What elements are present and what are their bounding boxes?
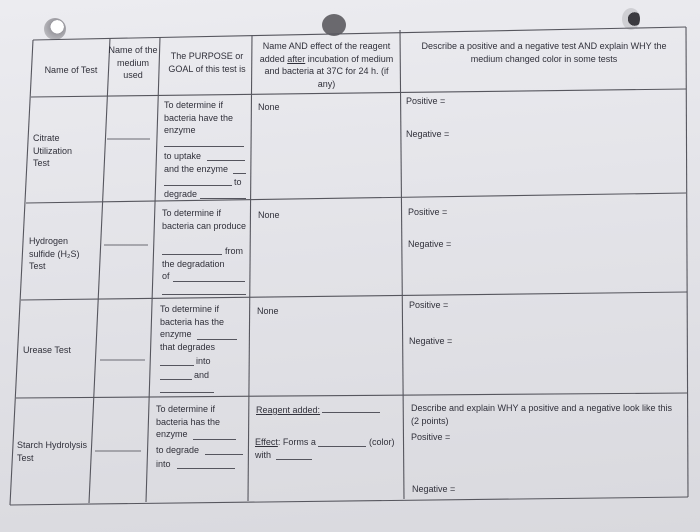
header-reagent-suffix: incubation of medium and bacteria at 37C for 24 h. (if any) (264, 53, 394, 89)
urease-purpose-2: that degrades (160, 342, 216, 352)
citrate-purpose-4: to (234, 177, 242, 187)
h2s-purpose-3: the degradation (162, 259, 225, 269)
starch-color-blank[interactable] (318, 446, 366, 447)
row-name-urease: Urease Test (23, 345, 71, 355)
header-name-of-test: Name of Test (44, 65, 98, 75)
header-reagent (255, 40, 398, 90)
starch-effect-label: Effect (255, 437, 278, 447)
row-name-h2s: Hydrogen sulfide (H₂S) Test (29, 236, 80, 271)
citrate-blank-1[interactable] (164, 146, 244, 147)
h2s-purpose-4: of (162, 271, 170, 281)
h2s-negative: Negative = (408, 239, 452, 249)
citrate-blank-4[interactable] (164, 185, 232, 186)
starch-reagent-added-label: Reagent added: (256, 405, 321, 415)
starch-negative: Negative = (412, 484, 456, 494)
citrate-purpose-1: To determine if bacteria have the enzyme (164, 100, 234, 135)
header-purpose: The PURPOSE or GOAL of this test is (168, 51, 246, 74)
urease-blank-1[interactable] (197, 339, 237, 340)
citrate-blank-2[interactable] (207, 160, 245, 161)
urease-negative: Negative = (409, 336, 453, 346)
h2s-blank-2[interactable] (173, 281, 245, 282)
starch-blank-2[interactable] (205, 454, 243, 455)
citrate-blank-3[interactable] (233, 173, 246, 174)
citrate-purpose-2: to uptake (164, 151, 202, 161)
starch-with: with (255, 450, 272, 460)
citrate-purpose-3: and the enzyme (164, 164, 229, 174)
h2s-reagent: None (258, 210, 280, 220)
starch-describe-note: Describe and explain WHY a positive and a negative look like this (2 points) (411, 403, 672, 426)
citrate-purpose-5: degrade (164, 189, 198, 199)
citrate-positive: Positive = (406, 96, 446, 106)
h2s-blank-1[interactable] (162, 254, 222, 255)
urease-purpose-1: To determine if bacteria has the enzyme (160, 304, 225, 339)
starch-color: (color) (369, 437, 395, 447)
h2s-blank-3[interactable] (162, 294, 246, 295)
citrate-reagent: None (258, 102, 280, 112)
starch-reagent-blank[interactable] (322, 412, 380, 413)
starch-positive: Positive = (411, 432, 451, 442)
urease-blank-3[interactable] (160, 379, 192, 380)
starch-purpose-2: to degrade (156, 445, 200, 455)
starch-with-blank[interactable] (276, 459, 312, 460)
row-name-citrate: Citrate Utilization Test (33, 133, 73, 168)
urease-reagent: None (257, 306, 279, 316)
urease-purpose-3: into (196, 356, 211, 366)
citrate-blank-5[interactable] (200, 198, 246, 199)
h2s-positive: Positive = (408, 207, 448, 217)
starch-purpose-3: into (156, 459, 171, 469)
h2s-purpose-1: To determine if bacteria can produce (162, 208, 247, 231)
header-describe: Describe a positive and a negative test AND explain WHY the medium changed color in some tests (421, 41, 667, 64)
starch-blank-1[interactable] (193, 439, 236, 440)
citrate-negative: Negative = (406, 129, 450, 139)
urease-purpose-4: and (194, 370, 210, 380)
starch-purpose-1: To determine if bacteria has the enzyme (156, 404, 221, 439)
row-name-starch: Starch Hydrolysis Test (17, 440, 88, 463)
h2s-purpose-2: from (225, 246, 243, 256)
starch-blank-3[interactable] (177, 468, 235, 469)
header-medium-used: Name of the medium used (108, 45, 158, 80)
urease-positive: Positive = (409, 300, 449, 310)
urease-blank-4[interactable] (160, 392, 214, 393)
urease-blank-2[interactable] (160, 365, 194, 366)
starch-effect-rest: : Forms a (277, 437, 316, 447)
header-reagent-prefix: Name AND effect of the reagent added (259, 41, 391, 64)
starch-effect (255, 436, 316, 449)
header-reagent-after: after (287, 53, 306, 64)
starch-reagent-added (256, 404, 320, 417)
